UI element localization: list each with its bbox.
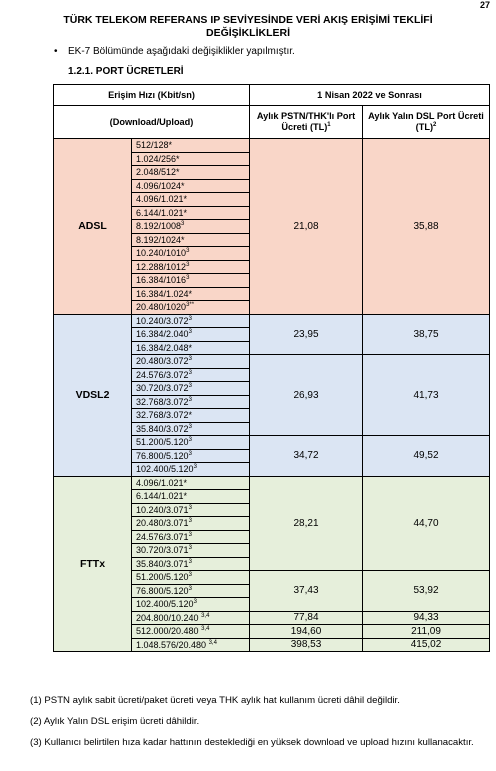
speed-column-header: Erişim Hızı (Kbit/sn)	[54, 85, 250, 106]
speed-value: 6.144/1.021*	[136, 491, 188, 502]
speed-footnote-ref: 3	[188, 518, 192, 525]
port-fee-table	[53, 84, 490, 652]
speed-value: 30.720/3.071	[136, 545, 189, 556]
speed-value: 10.240/1010	[136, 248, 187, 259]
footnote-2: (2) Aylık Yalın DSL erişim ücreti dâhildir.	[30, 716, 200, 727]
speed-footnote-ref: 3	[188, 545, 192, 552]
speed-value: 204.800/10.240	[136, 612, 202, 623]
pstn-fee-value: 26,93	[250, 355, 363, 436]
pstn-fee-header-sup: 1	[327, 122, 331, 128]
speed-footnote-ref: 3	[188, 423, 192, 430]
pstn-fee-value: 34,72	[250, 436, 363, 477]
speed-cell	[132, 625, 250, 639]
speed-footnote-ref: 3	[186, 261, 190, 268]
speed-cell	[132, 382, 250, 396]
speed-value: 20.480/1020	[136, 302, 187, 313]
speed-value: 35.840/3.071	[136, 558, 189, 569]
speed-cell	[132, 436, 250, 450]
speed-value: 12.288/1012	[136, 261, 187, 272]
speed-cell	[132, 193, 250, 207]
speed-footnote-ref: 3	[193, 464, 197, 471]
speed-cell	[132, 314, 250, 328]
speed-value: 76.800/5.120	[136, 450, 189, 461]
speed-cell	[132, 557, 250, 571]
speed-cell	[132, 355, 250, 369]
speed-cell	[132, 463, 250, 477]
speed-cell	[132, 328, 250, 342]
pstn-fee-header-text: Aylık PSTN/THK'lı Port Ücreti (TL)	[256, 111, 356, 132]
speed-cell	[132, 422, 250, 436]
pstn-fee-value: 23,95	[250, 314, 363, 355]
naked-dsl-fee-value: 38,75	[363, 314, 490, 355]
speed-cell	[132, 449, 250, 463]
speed-value: 102.400/5.120	[136, 599, 194, 610]
pstn-fee-value: 194,60	[250, 625, 363, 639]
speed-value: 1.024/256*	[136, 153, 180, 164]
speed-footnote-ref: 3	[188, 437, 192, 444]
speed-footnote-ref: 3	[188, 369, 192, 376]
pstn-fee-value: 398,53	[250, 638, 363, 652]
naked-dsl-fee-header-sup: 2	[433, 122, 437, 128]
speed-value: 2.048/512*	[136, 167, 180, 178]
speed-cell	[132, 544, 250, 558]
date-group-header: 1 Nisan 2022 ve Sonrası	[250, 85, 490, 106]
technology-label: VDSL2	[54, 314, 132, 476]
speed-cell	[132, 503, 250, 517]
speed-value: 24.576/3.072	[136, 369, 189, 380]
bullet-icon: •	[54, 46, 58, 57]
speed-cell	[132, 395, 250, 409]
speed-value: 16.384/2.040	[136, 329, 189, 340]
speed-footnote-ref: 3	[188, 329, 192, 336]
speed-cell	[132, 584, 250, 598]
speed-cell	[132, 598, 250, 612]
footnote-1: (1) PSTN aylık sabit ücreti/paket ücreti veya THK aylık hat kullanım ücreti dâhil değildir.	[30, 695, 400, 706]
speed-footnote-ref: 3	[181, 221, 185, 228]
speed-cell	[132, 611, 250, 625]
technology-label: FTTx	[54, 476, 132, 652]
footnotes	[30, 695, 490, 758]
speed-cell	[132, 368, 250, 382]
speed-cell	[132, 517, 250, 531]
naked-dsl-fee-value: 44,70	[363, 476, 490, 571]
speed-footnote-ref: 3	[188, 356, 192, 363]
speed-cell	[132, 530, 250, 544]
speed-footnote-ref: 3	[188, 558, 192, 565]
speed-footnote-ref: 3	[186, 248, 190, 255]
speed-cell	[132, 571, 250, 585]
speed-value: 16.384/2.048*	[136, 342, 193, 353]
speed-cell	[132, 260, 250, 274]
speed-cell	[132, 287, 250, 301]
speed-cell	[132, 301, 250, 315]
bullet-text: EK-7 Bölümünde aşağıdaki değişiklikler yapılmıştır.	[68, 46, 295, 57]
naked-dsl-fee-value: 415,02	[363, 638, 490, 652]
speed-cell	[132, 139, 250, 153]
technology-label: ADSL	[54, 139, 132, 315]
speed-value: 10.240/3.071	[136, 504, 189, 515]
speed-cell	[132, 220, 250, 234]
speed-footnote-ref: 3	[188, 585, 192, 592]
section-title: 1.2.1. PORT ÜCRETLERİ	[68, 66, 184, 77]
speed-footnote-ref: 3	[188, 383, 192, 390]
speed-footnote-ref: 3,4	[201, 626, 210, 633]
pstn-fee-value: 21,08	[250, 139, 363, 315]
table-row	[54, 139, 490, 153]
table-row	[54, 314, 490, 328]
speed-value: 30.720/3.072	[136, 383, 189, 394]
speed-value: 1.048.576/20.480	[136, 639, 209, 650]
speed-footnote-ref: 3	[188, 504, 192, 511]
speed-value: 51.200/5.120	[136, 437, 189, 448]
table-row	[54, 476, 490, 490]
bullet-item	[54, 46, 295, 57]
pstn-fee-value: 77,84	[250, 611, 363, 625]
download-upload-header: (Download/Upload)	[54, 106, 250, 139]
speed-value: 32.768/3.072	[136, 396, 189, 407]
speed-footnote-ref: 3,4	[201, 612, 210, 619]
speed-value: 10.240/3.072	[136, 315, 189, 326]
naked-dsl-fee-value: 41,73	[363, 355, 490, 436]
speed-value: 102.400/5.120	[136, 464, 194, 475]
pstn-fee-value: 28,21	[250, 476, 363, 571]
footnote-3: (3) Kullanıcı belirtilen hıza kadar hattının desteklediği en yüksek download ve upload hızını kullanacaktır.	[30, 737, 474, 748]
speed-footnote-ref: 3	[188, 572, 192, 579]
speed-value: 16.384/1016	[136, 275, 187, 286]
speed-value: 16.384/1.024*	[136, 288, 193, 299]
speed-footnote-ref: 3**	[186, 302, 195, 309]
naked-dsl-fee-value: 53,92	[363, 571, 490, 612]
speed-cell	[132, 206, 250, 220]
speed-value: 35.840/3.072	[136, 423, 189, 434]
speed-value: 24.576/3.071	[136, 531, 189, 542]
document-title: TÜRK TELEKOM REFERANS IP SEVİYESİNDE VERİ AKIŞ ERİŞİMİ TEKLİFİ DEĞİŞİKLİKLERİ	[63, 14, 433, 39]
speed-value: 512/128*	[136, 140, 173, 151]
speed-cell	[132, 341, 250, 355]
naked-dsl-fee-header	[363, 106, 490, 139]
speed-cell	[132, 476, 250, 490]
speed-footnote-ref: 3	[188, 315, 192, 322]
speed-value: 20.480/3.071	[136, 518, 189, 529]
speed-cell	[132, 274, 250, 288]
naked-dsl-fee-value: 211,09	[363, 625, 490, 639]
speed-cell	[132, 166, 250, 180]
naked-dsl-fee-value: 49,52	[363, 436, 490, 477]
speed-footnote-ref: 3,4	[208, 639, 217, 646]
speed-value: 4.096/1024*	[136, 180, 185, 191]
naked-dsl-fee-header-text: Aylık Yalın DSL Port Ücreti (TL)	[368, 111, 484, 132]
speed-value: 76.800/5.120	[136, 585, 189, 596]
speed-footnote-ref: 3	[188, 396, 192, 403]
speed-value: 8.192/1024*	[136, 234, 185, 245]
speed-value: 4.096/1.021*	[136, 477, 188, 488]
speed-cell	[132, 233, 250, 247]
speed-cell	[132, 152, 250, 166]
speed-footnote-ref: 3	[186, 275, 190, 282]
speed-value: 20.480/3.072	[136, 356, 189, 367]
speed-cell	[132, 409, 250, 423]
speed-footnote-ref: 3	[188, 531, 192, 538]
speed-footnote-ref: 3	[193, 599, 197, 606]
naked-dsl-fee-value: 35,88	[363, 139, 490, 315]
speed-cell	[132, 638, 250, 652]
speed-value: 51.200/5.120	[136, 572, 189, 583]
speed-value: 6.144/1.021*	[136, 207, 188, 218]
page-number: 27	[479, 0, 490, 10]
speed-cell	[132, 179, 250, 193]
table-body	[54, 139, 490, 652]
speed-value: 4.096/1.021*	[136, 194, 188, 205]
pstn-fee-header	[250, 106, 363, 139]
pstn-fee-value: 37,43	[250, 571, 363, 612]
speed-cell	[132, 247, 250, 261]
speed-value: 512.000/20.480	[136, 626, 202, 637]
speed-cell	[132, 490, 250, 504]
naked-dsl-fee-value: 94,33	[363, 611, 490, 625]
speed-value: 8.192/1008	[136, 221, 182, 232]
speed-value: 32.768/3.072*	[136, 410, 193, 421]
speed-footnote-ref: 3	[188, 450, 192, 457]
